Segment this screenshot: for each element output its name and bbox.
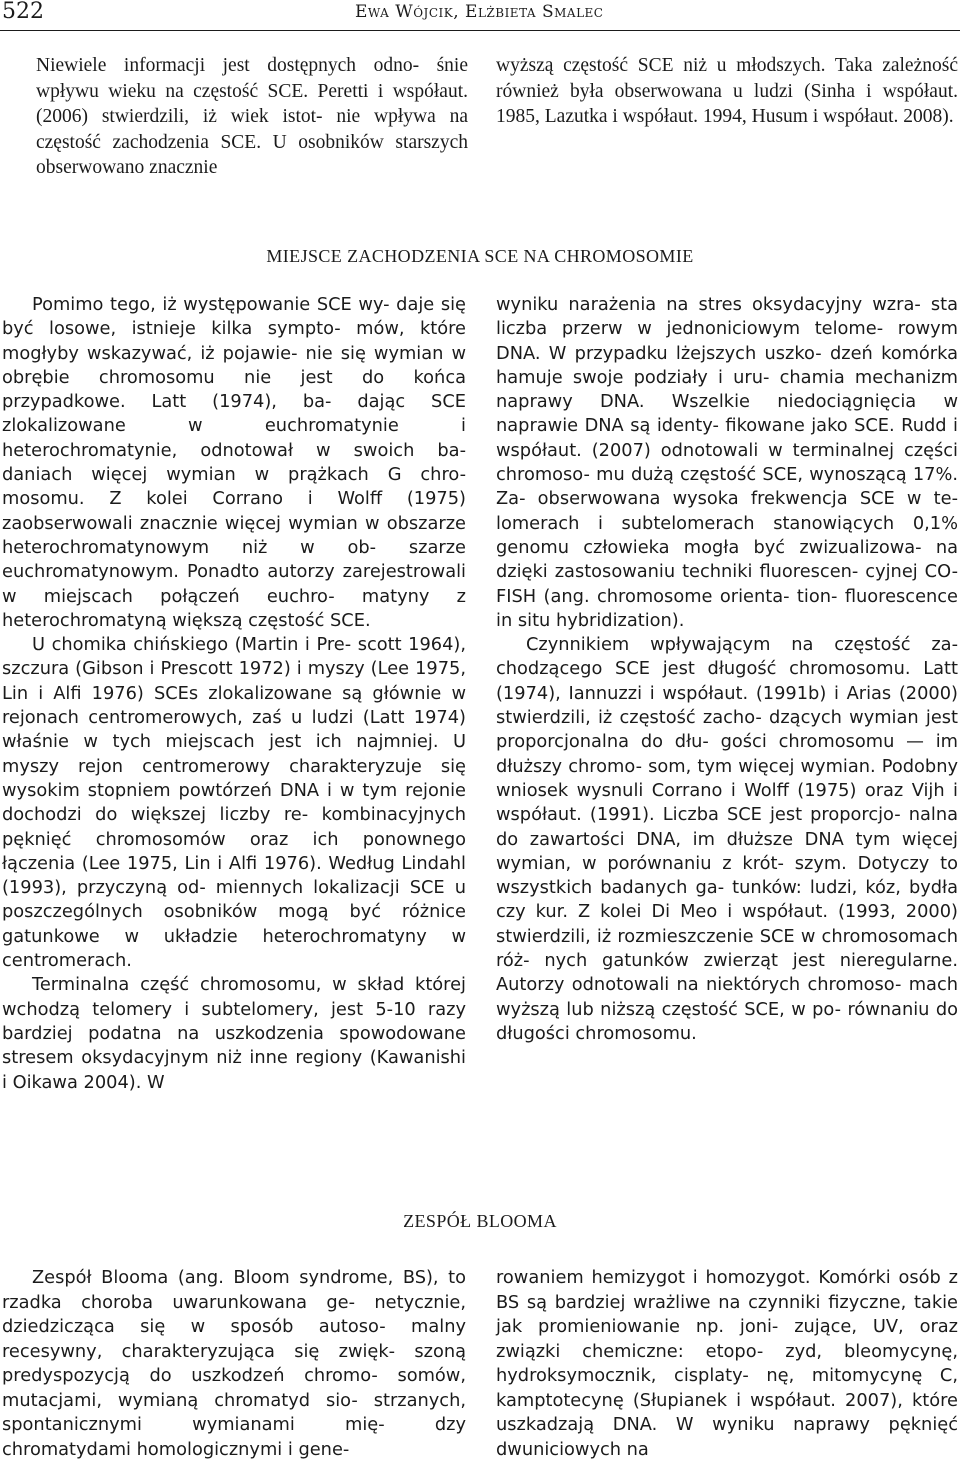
- section-heading-bloom-syndrome: ZESPÓŁ BLOOMA: [403, 1211, 557, 1231]
- section1-left-paragraph-2: U chomika chińskiego (Martin i Pre- scott 1964), szczura (Gibson i Prescott 1972) i myszy (Lee 1975, Lin i Alfi 1976) SCEs zlokalizowane są głównie w rejonach centromerowych, zaś u ludzi (Latt 1974) właśnie w tych miejscach jest ich najmniej. U myszy rejon centromerowy charakteryzuje się wysokim stopniem powtórzeń DNA i w tym rejonie dochodzi do większej liczby re- kombinacyjnych pęknięć chromosomów oraz ich ponownego łączenia (Lee 1975, Lin i Alfi 1976). Według Lindahl (1993), przyczyną od- miennych lokalizacji SCE u poszczególnych osobników mogą być różnice gatunkowe w układzie heterochromatyny w centromerach.: [2, 634, 466, 972]
- page-number: 522: [2, 0, 44, 24]
- section1-right-paragraph-2: Czynnikiem wpływającym na częstość za- chodzącego SCE jest długość chromosomu. Latt (1974), Iannuzzi i współaut. (1991b) i Arias (2000) stwierdzili, iż częstość zacho- dzących wymian jest proporcjonalna do dłu- gości chromosomu — im dłuższy chromo- som, tym więcej wymian. Podobny wniosek wysnuli Corrano i Wolff (1975) oraz Vijh i współaut. (1991). Liczba SCE jest proporcjo- nalna do zawartości DNA, im dłuższe DNA tym więcej wymian, w porównaniu z krót- szym. Dotyczy to wszystkich badanych ga- tunków: ludzi, kóz, bydła czy kur. Z kolei Di Meo i współaut. (1993, 2000) stwierdzili, iż rozmieszczenie SCE w chromosomach róż- nych gatunków zwierząt jest nieregularne. Autorzy odnotowali na niektórych chromoso- mach wyższą lub niższą częstość SCE, w po- równaniu do długości chromosomu.: [496, 634, 958, 1044]
- section1-left-paragraph-3: Terminalna część chromosomu, w skład której wchodzą telomery i subtelomery, jest 5-10 razy bardziej podatna na uszkodzenia spowodowane stresem oksydacyjnym niż inne regiony (Kawanishi i Oikawa 2004). W: [2, 974, 466, 1093]
- section1-right-column: [496, 293, 958, 1046]
- section2-left-paragraph: Zespół Blooma (ang. Bloom syndrome, BS), to rzadka choroba uwarunkowana ge- netycznie, dziedzicząca się w sposób autoso- malny recesywny, charakteryzująca się zwięk- szoną predyspozycją do uszkodzeń chromo- somów, mutacjami, wymianą chromatyd sio- strzanych, spontanicznymi wymianami mię- dzy chromatydami homologicznymi i gene-: [2, 1267, 466, 1460]
- section2-right-paragraph: rowaniem hemizygot i homozygot. Komórki osób z BS są bardziej wrażliwe na czynniki fizyczne, takie jak promieniowanie np. joni- zujące, UV, oraz związki chemiczne: etopo- zyd, bleomycynę, hydroksymocznik, cisplaty- nę, mitomycynę C, kamptotecynę (Słupianek i współaut. 2007), które uszkadzają DNA. W wyniku naprawy pęknięć dwuniciowych na: [496, 1267, 958, 1460]
- section1-left-paragraph-1: Pomimo tego, iż występowanie SCE wy- daje się być losowe, istnieje kilka sympto- mów, które mogłyby wskazywać, iż pojawie- nie się wymian w obrębie chromosomu nie jest do końca przypadkowe. Latt (1974), ba- dając SCE zlokalizowane w euchromatynie i heterochromatynie, odnotował w swoich ba- daniach więcej wymian w prążkach G chro- mosomu. Z kolei Corrano i Wolff (1975) zaobserwowali znacznie więcej wymian w obszarze heterochromatynowym niż w ob- szarze euchromatynowym. Ponadto autorzy zarejestrowali w miejscach połączeń euchro- matyny z heterochromatyną większą częstość SCE.: [2, 294, 466, 631]
- header-rule: [0, 30, 960, 31]
- section-heading-sce-location: MIEJSCE ZACHODZENIA SCE NA CHROMOSOMIE: [266, 246, 694, 266]
- running-head: Ewa Wójcik, Elżbieta Smalec: [355, 2, 604, 22]
- page-header: [0, 0, 960, 30]
- intro-right-paragraph: wyższą częstość SCE niż u młodszych. Taka zależność również była obserwowana u ludzi (Sinha i współaut. 1985, Lazutka i współaut. 1994, Husum i współaut. 2008).: [496, 55, 958, 127]
- section1-left-column: [2, 293, 466, 1095]
- section1-right-paragraph-1: wyniku narażenia na stres oksydacyjny wzra- sta liczba przerw w jednoniciowym telome- rowym DNA. W przypadku lżejszych uszko- dzeń komórka hamuje swoje podziały i uru- chamia mechanizm naprawy DNA. Wszelkie niedociągnięcia w naprawie DNA są identy- fikowane jako SCE. Rudd i współaut. (2007) odnotowali w terminalnej części chromoso- mu dużą częstość SCE, wynoszącą 17%. Za- obserwowana wysoka frekwencja SCE w te- lomerach i subtelomerach stanowiących 0,1% genomu człowieka mogła być zwizualizowa- na dzięki zastosowaniu techniki fluorescen- cyjnej CO-FISH (ang. chromosome orienta- tion- fluorescence in situ hybridization).: [496, 294, 958, 631]
- intro-left-column: [2, 53, 468, 181]
- section2-left-column: [2, 1266, 466, 1462]
- intro-left-paragraph: Niewiele informacji jest dostępnych odno- śnie wpływu wieku na częstość SCE. Peretti i współaut. (2006) stwierdzili, iż wiek istot- nie wpływa na częstość zachodzenia SCE. U osobników starszych obserwowano znacznie: [36, 55, 468, 178]
- intro-right-column: [496, 53, 958, 130]
- section2-right-column: [496, 1266, 958, 1462]
